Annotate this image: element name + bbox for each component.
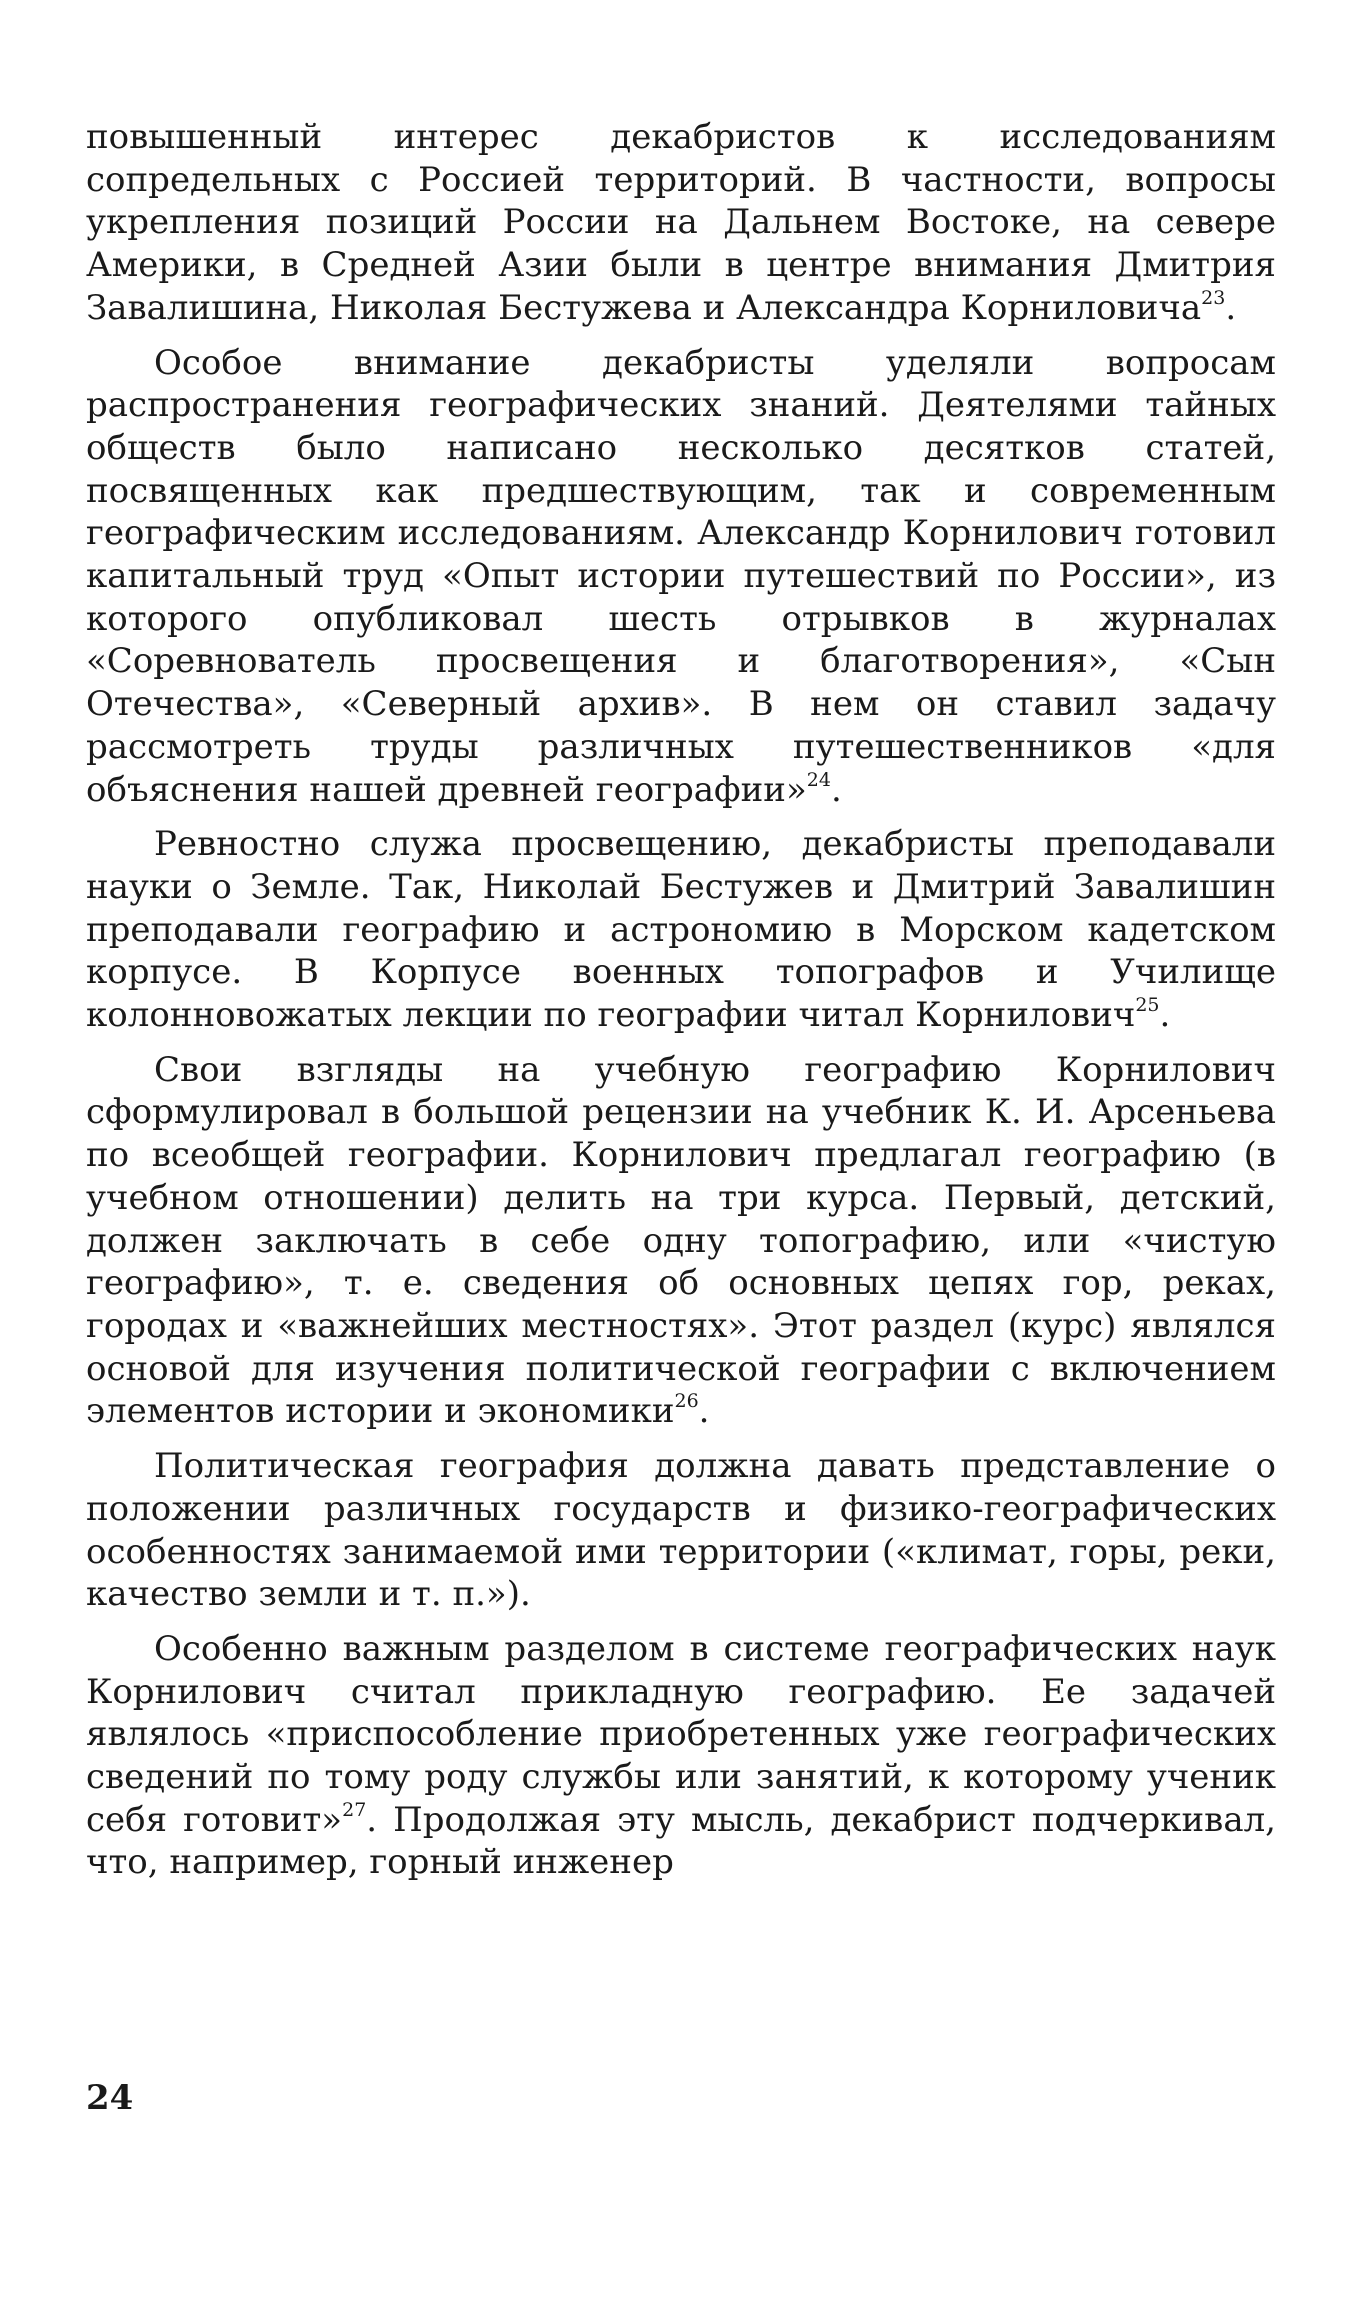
paragraph-1-tail: .: [1225, 287, 1237, 328]
paragraph-6-tail: . Продолжая эту мысль, декабрист подчеркивал, что, например, горный инженер: [86, 1799, 1276, 1883]
paragraph-4-tail: .: [698, 1391, 710, 1432]
paragraph-6-text: Особенно важным разделом в системе географических наук Корнилович считал прикладную географию. Ее задачей являлось «приспособление приобретенных уже географических сведений по тому роду службы или занятий, к которому ученик себя готовит»: [86, 1628, 1276, 1840]
footnote-ref-27[interactable]: 27: [342, 1798, 367, 1821]
paragraph-3-text: Ревностно служа просвещению, декабристы преподавали науки о Земле. Так, Николай Бестужев и Дмитрий Завалишин преподавали географию и астрономию в Морском кадетском корпусе. В Корпусе военных топографов и Училище колонновожатых лекции по географии читал Корнилович: [86, 824, 1276, 1036]
paragraph-2-tail: .: [830, 769, 842, 810]
paragraph-4-text: Свои взгляды на учебную географию Корнилович сформулировал в большой рецензии на учебник К. И. Арсеньева по всеобщей географии. Корнилович предлагал географию (в учебном отношении) делить на три курса. Первый, детский, должен заключать в себе одну топографию, или «чистую географию», т. е. сведения об основных цепях гор, реках, городах и «важнейших местностях». Этот раздел (курс) являлся основой для изучения политической географии с включением элементов истории и экономики: [86, 1049, 1276, 1432]
footnote-ref-25[interactable]: 25: [1135, 994, 1160, 1017]
footnote-ref-24[interactable]: 24: [806, 768, 831, 791]
page-number: 24: [86, 2078, 134, 2118]
page-body: [86, 116, 1276, 2296]
paragraph-1: [86, 116, 1276, 330]
paragraph-5-text: Политическая география должна давать представление о положении различных государств и физико-географических особенностях занимаемой ими территории («климат, горы, реки, качество земли и т. п.»).: [86, 1446, 1276, 1615]
paragraph-4: [86, 1049, 1276, 1433]
paragraph-3: [86, 823, 1276, 1037]
footnote-ref-26[interactable]: 26: [674, 1390, 699, 1413]
paragraph-2-text: Особое внимание декабристы уделяли вопросам распространения географических знаний. Деятелями тайных обществ было написано несколько десятков статей, посвященных как предшествующим, так и современным географическим исследованиям. Александр Корнилович готовил капитальный труд «Опыт истории путешествий по России», из которого опубликовал шесть отрывков в журналах «Соревнователь просвещения и благотворения», «Сын Отечества», «Северный архив». В нем он ставил задачу рассмотреть труды различных путешественников «для объяснения нашей древней географии»: [86, 342, 1276, 810]
paragraph-3-tail: .: [1159, 995, 1171, 1036]
footnote-ref-23[interactable]: 23: [1201, 286, 1226, 309]
paragraph-2: [86, 342, 1276, 812]
paragraph-1-text: повышенный интерес декабристов к исследованиям сопредельных с Россией территорий. В частности, вопросы укрепления позиций России на Дальнем Востоке, на севере Америки, в Средней Азии были в центре внимания Дмитрия Завалишина, Николая Бестужева и Александра Корниловича: [86, 117, 1276, 328]
paragraph-5: [86, 1445, 1276, 1616]
paragraph-6: [86, 1628, 1276, 1884]
